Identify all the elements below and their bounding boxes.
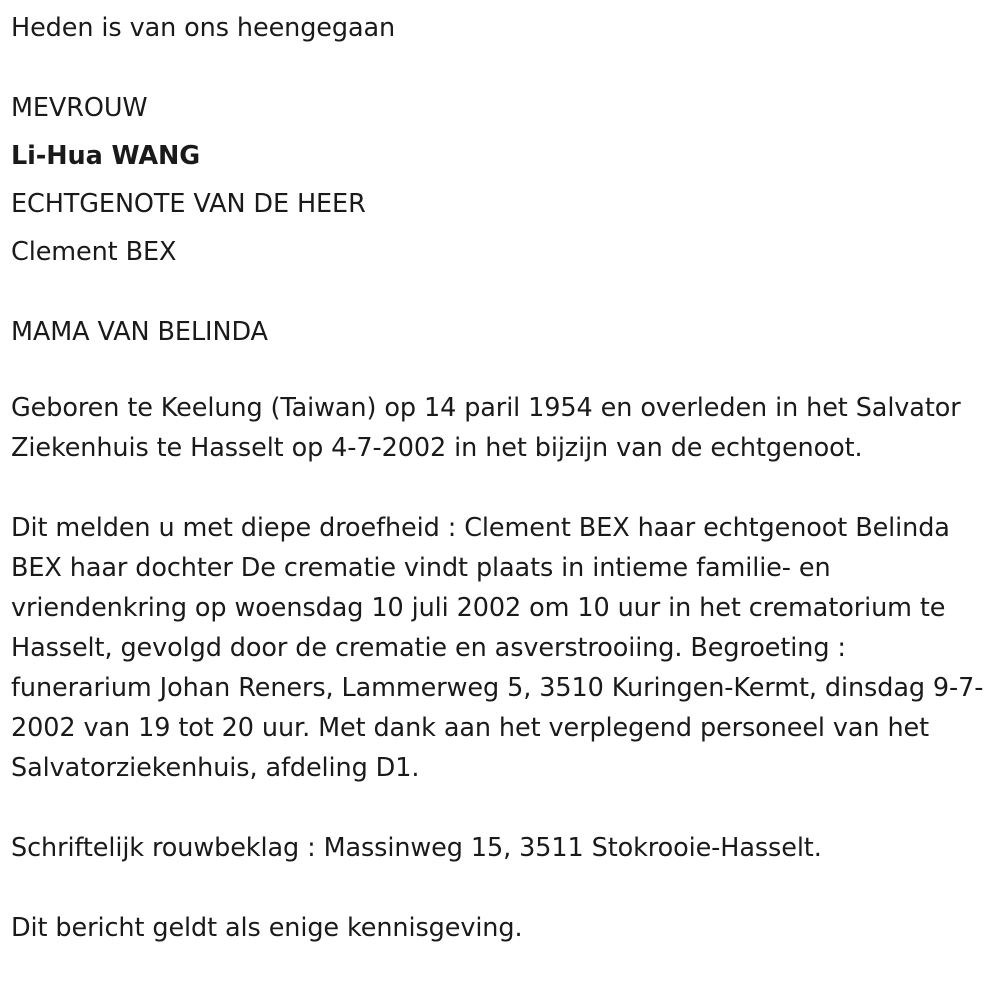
- deceased-name: Li-Hua WANG: [11, 141, 201, 171]
- spacer: [11, 356, 989, 388]
- mother-of-line: MAMA VAN BELINDA: [11, 317, 268, 347]
- intro-line: Heden is van ons heengegaan: [11, 13, 396, 43]
- closing-line: Dit bericht geldt als enige kennisgeving.: [11, 913, 523, 943]
- condolences-address: Schriftelijk rouwbeklag : Massinweg 15, 3511 Stokrooie-Hasselt.: [11, 833, 822, 863]
- announcement-paragraph: Dit melden u met diepe droefheid : Clement BEX haar echtgenoot Belinda BEX haar dochter De crematie vindt plaats in intieme familie- en vriendenkring op woensdag 10 juli 2002 om 10 uur in het crematorium te Hasselt, gevolgd door de crematie en asverstrooiing. Begroeting : funerarium Johan Reners, Lammerweg 5, 3510 Kuringen-Kermt, dinsdag 9-7-2002 van 19 tot 20 uur. Met dank aan het verplegend personeel van het Salvatorziekenhuis, afdeling D1.: [11, 513, 984, 783]
- spacer: [11, 868, 989, 908]
- spacer: [11, 788, 989, 828]
- spouse-label: ECHTGENOTE VAN DE HEER: [11, 189, 366, 219]
- spacer: [11, 276, 989, 308]
- title-line: MEVROUW: [11, 93, 148, 123]
- spacer: [11, 468, 989, 508]
- birth-death-paragraph: Geboren te Keelung (Taiwan) op 14 paril 1954 en overleden in het Salvator Ziekenhuis te Hasselt op 4-7-2002 in het bijzijn van de echtgenoot.: [11, 393, 961, 463]
- spouse-name: Clement BEX: [11, 237, 177, 267]
- spacer: [11, 52, 989, 84]
